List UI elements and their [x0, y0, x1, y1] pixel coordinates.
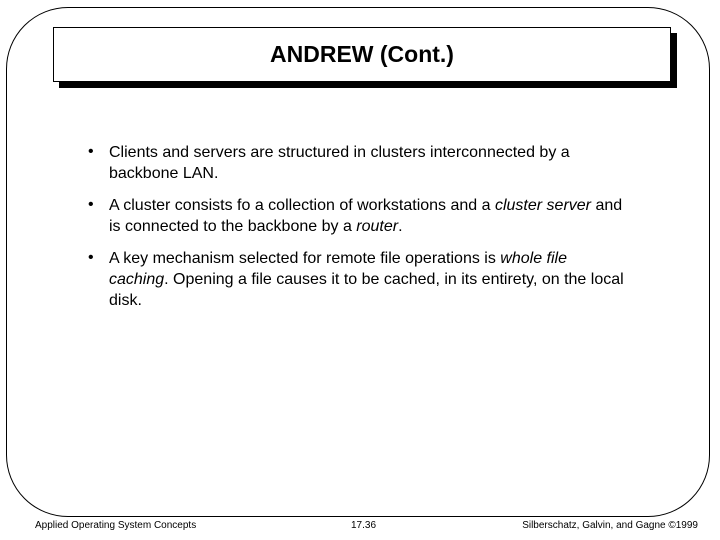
- bullet-text: A cluster consists fo a collection of workstations and a: [109, 197, 495, 214]
- bullet-icon: •: [88, 249, 94, 266]
- bullet-item: [88, 195, 628, 237]
- footer-copyright: Silberschatz, Galvin, and Gagne ©1999: [522, 520, 698, 531]
- slide-title: ANDREW (Cont.): [270, 41, 454, 67]
- bullet-text: A key mechanism selected for remote file operations is: [109, 250, 501, 267]
- title-box: [53, 27, 671, 82]
- bullet-text: .: [398, 218, 403, 235]
- bullet-list: [88, 142, 628, 322]
- bullet-text: Clients and servers are structured in clusters interconnected by a backbone LAN.: [109, 144, 570, 182]
- footer-book-title: Applied Operating System Concepts: [35, 520, 197, 531]
- footer-page-number: 17.36: [351, 520, 377, 531]
- bullet-icon: •: [88, 143, 94, 160]
- bullet-emphasis: cluster server: [494, 197, 591, 214]
- bullet-emphasis: whole file caching: [109, 250, 567, 288]
- bullet-emphasis: router: [356, 218, 399, 235]
- bullet-icon: •: [88, 196, 94, 213]
- bullet-item: [88, 142, 628, 184]
- bullet-text: . Opening a file causes it to be cached, in its entirety, on the local disk.: [109, 271, 624, 309]
- bullet-text: and is connected to the backbone by a: [109, 197, 623, 235]
- bullet-item: [88, 248, 628, 311]
